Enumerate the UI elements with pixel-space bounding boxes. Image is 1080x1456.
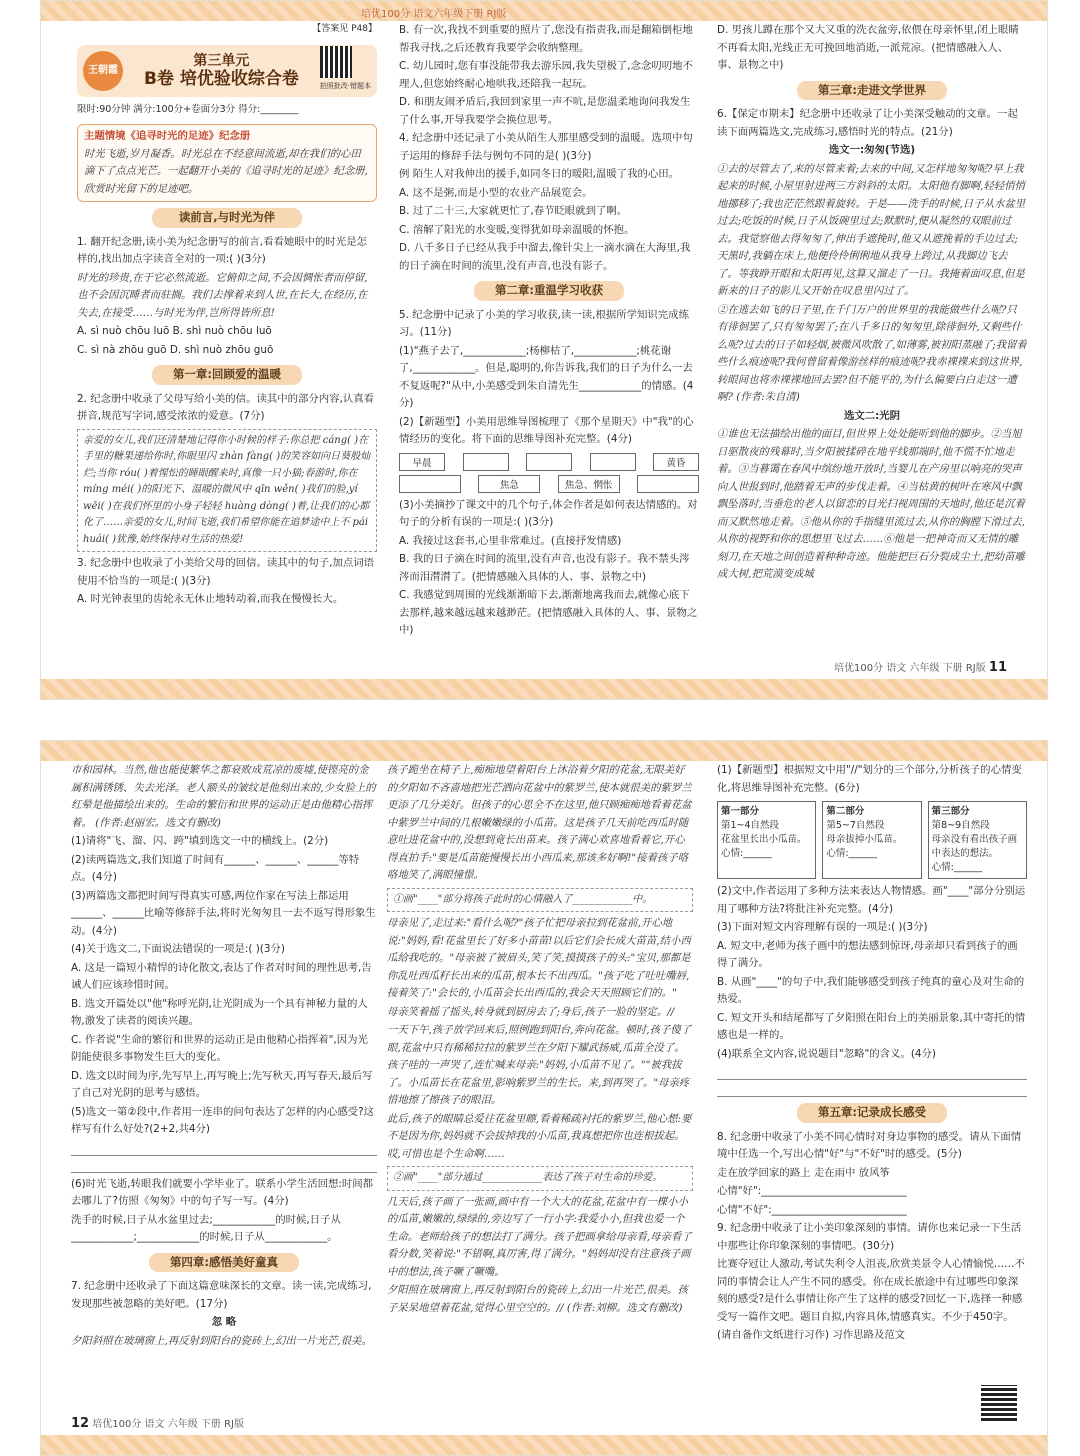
section-heading: 第四章:感悟美好童真	[149, 1253, 299, 1273]
section-heading: 第二章:重温学习收获	[474, 281, 624, 301]
article-title: 选文二:光阴	[843, 409, 901, 422]
theme-box	[77, 124, 377, 202]
question-text: 3. 纪念册中也收录了小美给父母的回信。读其中的句子,加点词语使用不恰当的一项是:( )(3分)	[77, 557, 375, 587]
unit-title: 第三单元	[193, 53, 250, 69]
column-3	[717, 761, 1027, 1437]
flow-mood[interactable]: 心情:______	[826, 848, 878, 859]
page-number: 12	[71, 1416, 90, 1431]
answer-line[interactable]	[71, 1159, 377, 1173]
flow-head: 第三部分	[931, 806, 970, 817]
flow-box	[928, 801, 1027, 879]
flow-sub: 第5~7自然段	[826, 820, 885, 831]
question-text: A. 这是一篇短小精悍的诗化散文,表达了作者对时间的理性思考,告诫人们应该珍惜时间。	[71, 961, 372, 991]
question-text: D. 和朋友闹矛盾后,我回到家里一声不吭,是您温柔地询问我发生了什么事,开导我要学会换位思考。	[399, 96, 691, 126]
passage-text: 市和园林。当然,他也能使繁华之都衰败成荒凉的废墟,使铿亮的金属积满锈锈、失去光泽。老人额头的皱纹是他刻出来的,少女脸上的红晕是他描绘出来的。生命的繁衍和世界的运动正是由他精心指挥着。 (作者:赵丽宏。选文有删改)	[71, 764, 376, 829]
passage-text: ①去的尽管去了,来的尽管来着;去来的中间,又怎样地匆匆呢?早上我起来的时候,小屋里射进两三方斜斜的太阳。太阳他有脚啊,轻轻悄悄地挪移了;我也茫茫然跟着旋转。于是——洗手的时候,日子从水盆里过去;吃饭的时候,日子从饭碗里过去;默默时,便从凝然的双眼前过去。我觉察他去得匆匆了,伸出手遮挽时,他又从遮挽着的手边过去;天黑时,我躺在床上,他便伶伶俐俐地从我身上跨过,从我脚边飞去了。等我睁开眼和太阳再见,这算又溜走了一日。我掩着面叹息,但是新来的日子的影儿又开始在叹息里闪过了。	[717, 162, 1026, 297]
page-12	[40, 740, 1048, 1456]
article-title: 忽 略	[211, 1316, 237, 1328]
question-text: (3)小美摘抄了课文中的几个句子,体会作者是如何表达情感的。对句子的分析有误的一项是:( )(3分)	[399, 498, 698, 528]
question-text: (2)文中,作者运用了多种方法来表达人物情感。画"____"部分分别运用了哪种方法?将批注补充完整。(4分)	[717, 885, 1026, 915]
article-title: 选文一:匆匆(节选)	[828, 144, 916, 156]
boxed-passage: ①画"____"部分将孩子此时的心情融入了____________中。	[387, 888, 693, 913]
bottom-band	[41, 1435, 1047, 1455]
mind-blank[interactable]	[463, 453, 509, 471]
question-text: (3)两篇选文都把时间写得真实可感,两位作家在写法上都运用______、______比喻等修辞手法,将时光匆匆且一去不返写得形象生动。(4分)	[71, 889, 376, 937]
flow-desc: 母亲没有看出孩子画中表达的想法。	[931, 834, 1018, 859]
question-text: D. 八千多日子已经从我手中溜去,像针尖上一滴水滴在大海里,我的日子滴在时间的流里,没有声音,也没有影子。	[399, 242, 691, 272]
passage-text: 一天下午,孩子放学回来后,照例跑到阳台,奔向花盆。顿时,孩子傻了眼,花盆中只有稀稀拉拉的紫罗兰在夕阳下耀武扬威,瓜苗全没了。孩子哇的一声哭了,连忙喊来母亲:"妈妈,小瓜苗不见了。""被我拔了。小瓜苗长在花盆里,影响紫罗兰的生长。来,到再哭了。"母亲疼惜地擦了擦孩子的眼泪。	[387, 1024, 692, 1106]
question-text: A. 我接过这套书,心里非常难过。(直接抒发情感)	[399, 534, 622, 547]
flow-box	[822, 801, 921, 879]
mind-blank[interactable]	[590, 453, 636, 471]
question-text: (1)【新题型】根据短文中用"//"划分的三个部分,分析孩子的心情变化,将思维导图补充完整。(6分)	[717, 764, 1022, 794]
question-text: 5. 纪念册中记录了小美的学习收获,读一读,根据所学知识完成练习。(11分)	[399, 308, 689, 338]
answer-ref: 【答案见 P48】	[312, 24, 377, 34]
flow-head: 第一部分	[721, 806, 760, 817]
answer-line[interactable]	[717, 1083, 1027, 1097]
flow-head: 第二部分	[826, 806, 865, 817]
paper-title	[77, 45, 377, 97]
mood-flowchart	[717, 801, 1027, 879]
question-text: 洗手的时候,日子从水盆里过去;____________的时候,日子从____________;____________的时候,日子从____________。	[71, 1213, 341, 1243]
question-text: C. 作者说"生命的繁衍和世界的运动正是由他精心指挥着",因为光阴能使很多事物发生巨大的变化。	[71, 1033, 368, 1063]
passage-text: 时光的珍贵,在于它必然流逝。它俯仰之间,不会因惆怅者而停留,也不会因沉睡者而驻搁。我们去撑着来到人世,在长大,在经历,在失去,在接受……与时光为伴,岂所得皆所息!	[77, 271, 368, 319]
question-text: (1)请将"飞、溜、闪、跨"填到选文一中的横线上。(2分)	[71, 835, 329, 847]
flow-desc: 花盆里长出小瓜苗。	[721, 834, 807, 845]
column-3	[717, 21, 1027, 683]
question-text: A. 短文中,老师为孩子画中的想法感到惊讶,母亲却只看到孩子的画得了满分。	[717, 939, 1018, 969]
logo-icon: 王朝霞	[83, 51, 123, 91]
answer-line[interactable]	[717, 1066, 1027, 1080]
question-text: 6.【保定市期末】纪念册中还收录了让小美深受触动的文章。一起读下面两篇选文,完成练习,感悟时光的特点。(21分)	[717, 108, 1018, 138]
top-band	[41, 741, 1047, 761]
passage-text: 此后,孩子的眼睛总爱往花盆里瞟,看着稀疏衬托的紫罗兰,他心想:要不是因为你,妈妈就不会拔掉我的小瓜苗,我真想把你也连根拔起。哎,可惜也是个生命啊……	[387, 1112, 692, 1160]
question-text: 例 陌生人对我伸出的援手,如同冬日的暖阳,温暖了我的心田。	[399, 168, 680, 180]
section-heading: 第一章:回顾爱的温暖	[152, 365, 302, 385]
question-text: C. 我感觉到周围的光线渐渐暗下去,渐渐地离我而去,就像心底下去那样,越来越远越来越渺茫。(把情感融入具体的人、事、景物之中)	[399, 589, 698, 636]
boxed-passage: 亲爱的女儿,我们还清楚地记得你小时候的样子:你总把 cáng( )在手里的糖果递给你时,你眼里闪 zhàn fàng( )的笑容如向日葵般灿烂;当你 róu( )着惺忪的睡眼醒来时,真像一只小猫;春游时,你在 míng méi( )的阳光下、温暖的微风中 qīn wěn( )我们的脸,yí wēi( )在我们怀里的小身子轻轻 huàng dòng( )着,让我们的心都化了……亲爱的女儿,时间飞逝,我们希望你能在追梦途中上不 pái huái( )犹豫,始终保持对生活的热爱!	[77, 429, 377, 553]
passage-text: 母亲见了,走过来:"看什么呢?"孩子忙把母亲拉到花盆前,开心地说:"妈妈,看!花盆里长了好多小苗苗!以后它们会长成大苗苗,结小西瓜给我吃的。"母亲被了被眉头,笑了笑,摸摸孩子的头:"宝贝,那都是你乱吐西瓜籽长出来的瓜苗,根本长不出西瓜。"孩子吃了吐吐嘴唇,接着笑了:"会长的,小瓜苗会长出西瓜的,我会天天照顾它们的。"	[387, 917, 691, 999]
question-text: 4. 纪念册中还记录了小美从陌生人那里感受到的温暖。选项中句子运用的修辞手法与例句不同的是( )(3分)	[399, 132, 693, 162]
question-text: (请自备作文纸进行习作) 习作思路及范文	[717, 1329, 906, 1341]
section-heading: 第三章:走进文学世界	[797, 81, 947, 101]
column-2	[399, 21, 699, 683]
mind-mood-1: 焦急	[478, 475, 540, 493]
paper-name: B卷 培优验收综合卷	[143, 68, 299, 89]
question-text: B. 选文开篇处以"他"称呼光阴,让光阴成为一个具有神秘力量的人物,激发了读者的阅读兴趣。	[71, 997, 368, 1027]
flow-sub: 第8~9自然段	[931, 820, 990, 831]
question-text: 9. 纪念册中收录了让小美印象深刻的事情。请你也来记录一下生活中那些让你印象深刻的事情吧。(30分)	[717, 1222, 1022, 1252]
question-text: 走在放学回家的路上 走在雨中 放风筝	[717, 1166, 890, 1179]
question-text: B. 有一次,我找不到重要的照片了,您没有指责我,而是翻箱倒柜地帮我寻找,之后还教育我要学会收纳整理。	[399, 24, 693, 54]
theme-text: 时光飞逝,岁月凝香。时光总在不经意间流逝,却在我们的心田滴下了点点光芒。一起翻开小美的《追寻时光的足迹》纪念册,欣赏时光留下的足迹吧。	[84, 147, 368, 195]
qr-label: 拍照批改·错题本	[319, 81, 371, 90]
flow-mood[interactable]: 心情:______	[721, 848, 772, 859]
question-text: D. 选文以时间为序,先写早上,再写晚上;先写秋天,再写春天,最后写了自己对光阴的思考与感悟。	[71, 1069, 373, 1099]
passage-text: 夕阳斜照在玻璃窗上,再反射到阳台的瓷砖上,幻出一片光芒,很美。	[71, 1334, 372, 1347]
question-text: D. 男孩儿蹲在那个又大又重的洗衣盆旁,依偎在母亲怀里,闭上眼睛不再看太阳,光线正无可挽回地消逝,一派荒凉。(把情感融入人、事、景物之中)	[717, 24, 1019, 71]
question-text: (1)"燕子去了,____________;杨柳枯了,____________;桃花谢了,____________。但是,聪明的,你告诉我,我们的日子为什么一去不复返呢?"从中,小美感受到朱自清先生____________的情感。(4分)	[399, 344, 694, 409]
question-text: 1. 翻开纪念册,读小美为纪念册写的前言,看看她眼中的时光是怎样的,找出加点字读音全对的一项:( )(3分)	[77, 235, 367, 265]
passage-text: 几天后,孩子画了一张画,画中有一个大大的花盆,花盆中有一棵小小的瓜苗,嫩嫩的,绿绿的,旁边写了一行小字:我爱小小,但我也爱一个生命。老师给孩子的想法打了满分。孩子把画拿给母亲看,母亲看了看分数,笑着说:"不错啊,真厉害,得了满分。"妈妈却没有注意孩子画中的想法,孩子噘了噘嘴。	[387, 1195, 692, 1278]
question-text: C. 短文开头和结尾都写了夕阳照在阳台上的美丽景象,其中寄托的情感也是一样的。	[717, 1011, 1026, 1041]
page-footer: 培优100分 语文 六年级 下册 RJ版	[92, 1419, 244, 1430]
mind-blank[interactable]	[399, 475, 461, 493]
question-text: (2)读两篇选文,我们知道了时间有______、______、______等特点。(4分)	[71, 853, 360, 883]
question-text: 8. 纪念册中收录了小美不同心情时对身边事物的感受。请从下面情境中任选一个,写出心情"好"与"不好"时的感受。(5分)	[717, 1130, 1022, 1160]
exam-meta: 限时:90分钟 满分:100分+卷面分3分 得分:________	[77, 103, 299, 115]
qr-code-icon[interactable]	[320, 46, 352, 78]
band-text: 培优100分 语文六年级下册 RJ版	[361, 9, 507, 20]
flow-desc: 母亲拔掉小瓜苗。	[826, 834, 903, 845]
question-text: (6)时光飞逝,转眼我们就要小学毕业了。联系小学生活回想:时间都去哪儿了?仿照《匆匆》中的句子写一写。(4分)	[71, 1177, 374, 1207]
question-text: C. 溶解了阳光的水变暖,变得犹如母亲温暖的怀抱。	[399, 223, 635, 236]
section-heading: 第五章:记录成长感受	[797, 1103, 947, 1123]
qr-code-icon[interactable]	[981, 1385, 1017, 1421]
question-text: B. 过了二十三,大家就更忙了,春节眨眼就到了啊。	[399, 205, 628, 217]
question-text: 2. 纪念册中收录了父母写给小美的信。读其中的部分内容,认真看拼音,规范写字词,感受浓浓的爱意。(7分)	[77, 392, 375, 422]
bottom-band	[41, 679, 1047, 699]
column-2	[387, 761, 693, 1437]
question-text: C. sì nà zhōu guō D. shì nuò zhōu guō	[77, 343, 274, 356]
flow-mood[interactable]: 心情:______	[931, 862, 983, 873]
question-text: (2)【新题型】小美用思维导图梳理了《那个星期天》中"我"的心情经历的变化。将下面的思维导图补充完整。(4分)	[399, 415, 694, 445]
question-text: A. 时光钟表里的齿轮永无休止地转动着,而我在慢慢长大。	[77, 593, 344, 605]
column-1	[77, 21, 377, 683]
question-text: B. 从画"____"的句子中,我们能够感受到孩子纯真的童心及对生命的热爱。	[717, 975, 1025, 1005]
theme-heading: 主题情境《追寻时光的足迹》纪念册	[84, 130, 251, 142]
page-footer: 培优100分 语文 六年级 下册 RJ版	[834, 663, 986, 674]
question-text: 7. 纪念册中还收录了下面这篇意味深长的文章。读一读,完成练习,发现那些被忽略的美好吧。(17分)	[71, 1280, 372, 1310]
passage-text: ②在逃去如飞的日子里,在千门万户的世界里的我能做些什么呢?只有徘徊罢了,只有匆匆罢了;在八千多日的匆匆里,除徘徊外,又剩些什么呢?过去的日子如轻烟,被微风吹散了,如薄雾,被初阳蒸融了;我留着些什么痕迹呢?我何曾留着像游丝样的痕迹呢?我赤裸裸来到这世界,转眼间也将赤裸裸地回去罢?但不能平的,为什么偏要白白走这一遭啊? (作者:朱自清)	[717, 303, 1027, 403]
page-number: 11	[988, 660, 1007, 675]
passage-text: 母亲笑着摇了摇头,转身就到厨房去了;身后,孩子一脸的坚定。//	[387, 1005, 675, 1018]
mind-end: 黄昏	[653, 453, 699, 471]
question-text: 心情"好":____________________________	[717, 1185, 907, 1197]
column-1	[71, 761, 377, 1437]
question-text: (4)联系全文内容,说说题目"忽略"的含义。(4分)	[717, 1047, 936, 1060]
question-text: 心情"不好":__________________________	[717, 1203, 907, 1216]
passage-text: ①谁也无法描绘出他的面目,但世界上处处能听到他的脚步。②当旭日驱散夜的残幕时,当夕阳被揉碎在地平线那端时,他不慌不忙地走着。③当暮霭在春风中缤纷地开放时,当婴儿在产房里以响亮的哭声向人世报到时,他踏着无声的步伐走着。④当枯黄的树叶在寒风中飘飘坠落时,当垂危的老人以留恋的目光扫视周围的天地时,他还是沉着而又默然地走着。⑤他从你的手指缝里流过去,从你的胸膛下滑过去,从你的视野和你的思想里飞过去……⑥他是一把神奇而又无情的雕刻刀,在天地之间创造着种种奇迹。他能把巨石分裂成尘土,把幼苗雕成大树,把荒漠变成城	[717, 428, 1025, 580]
mind-blank[interactable]	[637, 475, 699, 493]
question-text: B. 我的日子滴在时间的流里,没有声音,也没有影子。我不禁头涔涔而泪潸潸了。(把情感融入具体的人、事、景物之中)	[399, 553, 690, 583]
question-text: (3)下面对短文内容理解有误的一项是:( )(3分)	[717, 921, 928, 933]
question-text: A. 这不是粥,而是小型的农业产品展览会。	[399, 186, 593, 199]
boxed-passage: ②画"____"部分通过____________表达了孩子对生命的珍爱。	[387, 1166, 693, 1191]
question-text: C. 幼儿园时,您有事没能带我去游乐园,我失望极了,念念叨叨地不理人,但您始终耐心地哄我,还陪我一起玩。	[399, 60, 693, 90]
flow-sub: 第1~4自然段	[721, 820, 780, 831]
section-heading: 读前言,与时光为伴	[152, 208, 302, 228]
mind-start: 早晨	[399, 453, 445, 471]
top-band	[41, 1, 1047, 21]
flow-box	[717, 801, 816, 879]
mind-map	[399, 453, 699, 493]
page-11	[40, 0, 1048, 700]
question-text: (4)关于选文二,下面说法错误的一项是:( )(3分)	[71, 943, 285, 955]
column-1-items	[77, 208, 377, 609]
passage-text: 夕阳照在玻璃窗上,再反射到阳台的瓷砖上,幻出一片光芒,很美。孩子呆呆地望着花盆,觉得心里空空的。// (作者:刘柳。选文有删改)	[387, 1284, 688, 1314]
question-text: 比赛夺冠让人激动,考试失利令人沮丧,欣赏美景令人心情愉悦……不同的事情会让人产生不同的感受。你在成长旅途中有过哪些印象深刻的感受?是什么事情让你产生了这样的感受?回忆一下,选择一种感受写一篇作文吧。题目自拟,内容具体,情感真实。不少于450字。	[717, 1258, 1025, 1323]
mind-blank[interactable]	[526, 453, 572, 471]
answer-line[interactable]	[71, 1142, 377, 1156]
question-text: (5)选文一第②段中,作者用一连串的问句表达了怎样的内心感受?这样写有什么好处?(2+2,共4分)	[71, 1105, 375, 1135]
passage-text: 孩子跪坐在椅子上,痴痴地望着阳台上沐浴着夕阳的花盆,无限美好的夕阳如不吝啬地把光芒洒向花盆中的紫罗兰,使本就很美的紫罗兰更添了几分美好。但孩子的心思全不在这里,他只顾痴痴地看着花盆中紫罗兰中间的几根嫩嫩绿的小瓜苗。这是孩子几天前吃西瓜时随意吐进花盆中的,没想到竟长出苗来。孩子满心欢喜地看着它,开心得直拍手:"要是瓜苗能慢慢长出小西瓜来,那该多好啊!"接着孩子咯咯地笑了,满眼憧憬。	[387, 764, 692, 881]
question-text: A. sì nuò chōu luō B. shì nuò chōu luō	[77, 325, 272, 337]
mind-mood-2: 焦急、惘怅	[558, 475, 620, 493]
